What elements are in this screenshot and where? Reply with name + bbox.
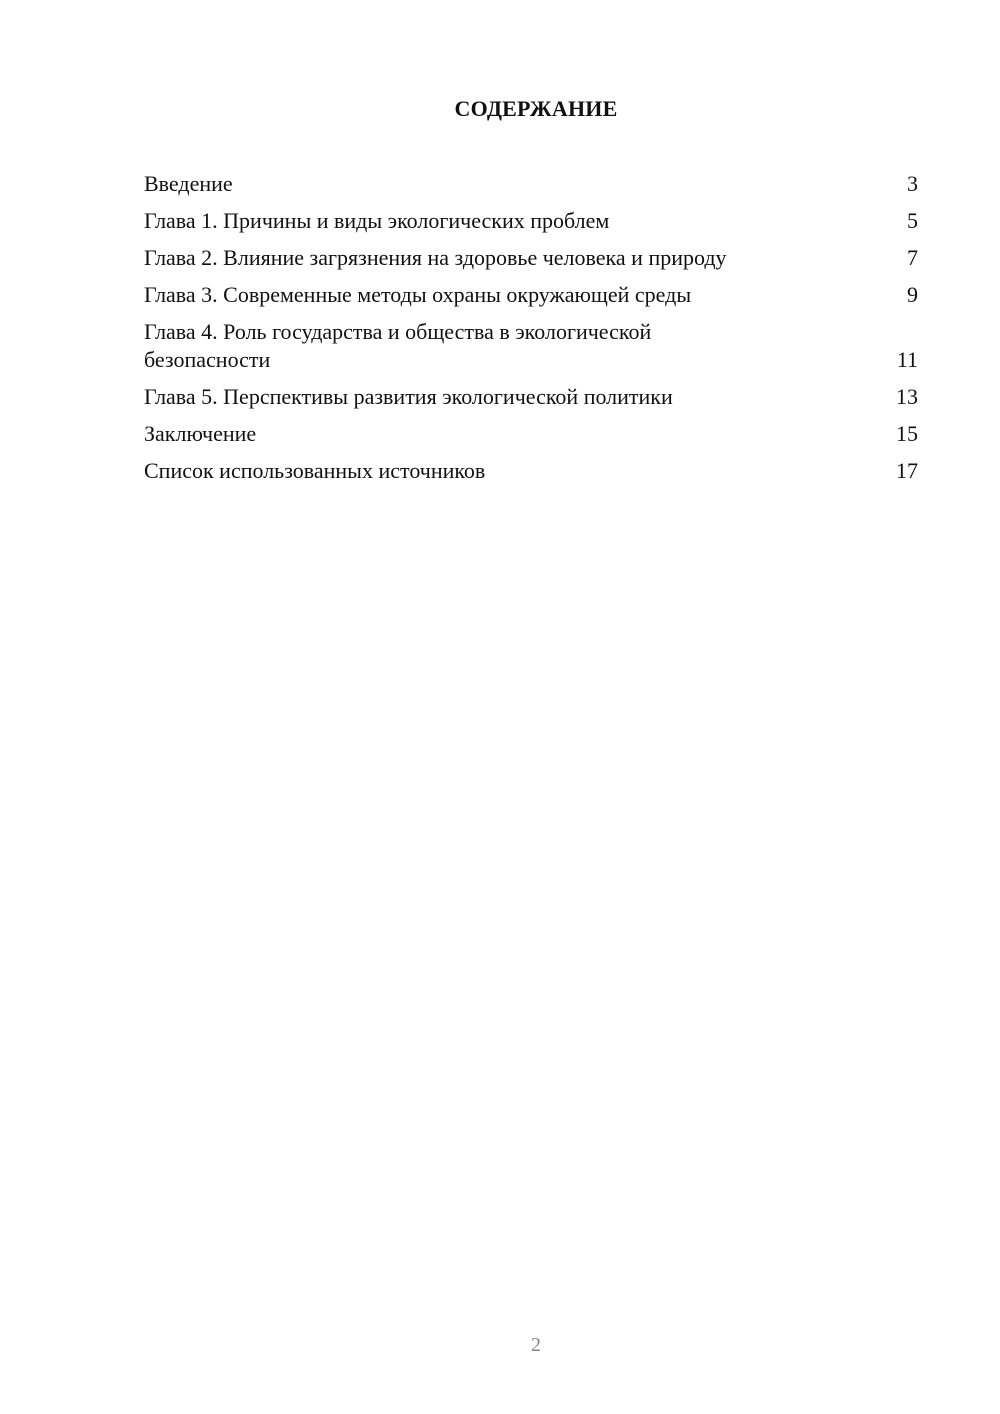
toc-entry-text: Глава 2. Влияние загрязнения на здоровье человека и природу: [144, 245, 727, 270]
toc-entry-page: 3: [907, 171, 918, 196]
toc-entry-text: Глава 4. Роль государства и общества в экологической безопасности: [144, 319, 652, 372]
toc-entry-chapter-1: [144, 207, 918, 235]
toc-entry-chapter-4: [144, 318, 918, 374]
toc-entry-text: Список использованных источников: [144, 458, 486, 483]
toc-entry-text: Глава 1. Причины и виды экологических проблем: [144, 208, 610, 233]
toc-entry-page: 7: [907, 245, 918, 270]
toc-entry-introduction: [144, 170, 918, 198]
page-number: 2: [531, 1334, 541, 1356]
toc-entry-page: 15: [896, 421, 918, 446]
toc-entry-page: 9: [907, 282, 918, 307]
toc-entry-chapter-3: [144, 281, 918, 309]
toc-entry-page: 11: [896, 347, 918, 372]
toc-entry-text: Глава 3. Современные методы охраны окружающей среды: [144, 282, 692, 307]
toc-entry-page: 5: [907, 208, 918, 233]
toc-entry-text: Введение: [144, 171, 233, 196]
toc-entry-conclusion: [144, 420, 918, 448]
toc-entry-page: 13: [896, 384, 918, 409]
toc-entry-page: 17: [896, 458, 918, 483]
toc-list: [144, 170, 918, 494]
toc-entry-chapter-5: [144, 383, 918, 411]
toc-entry-text: Глава 5. Перспективы развития экологической политики: [144, 384, 673, 409]
toc-entry-text: Заключение: [144, 421, 257, 446]
toc-title: СОДЕРЖАНИЕ: [454, 96, 618, 121]
toc-entry-references: [144, 457, 918, 485]
toc-entry-chapter-2: [144, 244, 918, 272]
